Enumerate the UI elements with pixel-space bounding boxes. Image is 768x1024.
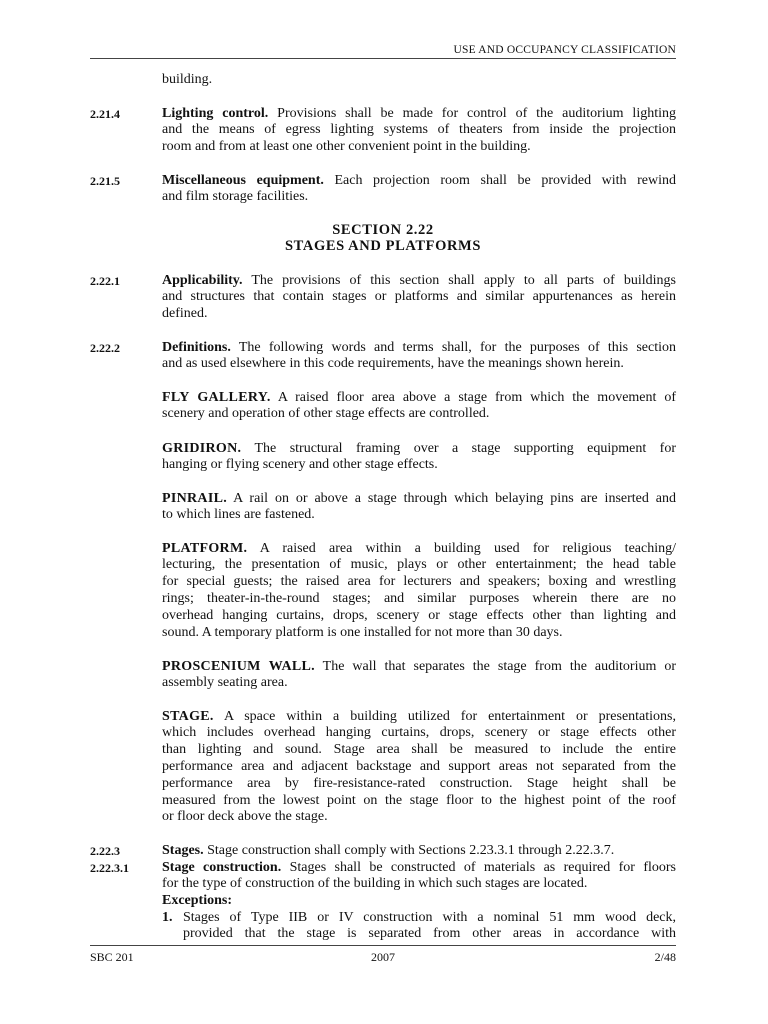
definition-text: A raised area within a building used for religious teaching/ <box>259 540 676 556</box>
clause-text-line: for the type of construction of the building in which such stages are located. <box>162 876 588 892</box>
definition-text: A space within a building utilized for entertainment or presentations, <box>223 708 676 724</box>
definition-text-line <box>162 709 676 726</box>
clause-text-line <box>162 173 676 190</box>
clause-2-22-3 <box>90 842 676 860</box>
definition-term: PINRAIL. <box>162 490 228 506</box>
footer-rule <box>90 945 676 946</box>
definition-term: STAGE. <box>162 708 214 724</box>
clause-text-line <box>162 106 676 123</box>
exceptions-block <box>162 893 676 910</box>
clause-2-21-4 <box>90 105 676 156</box>
clause-number: 2.22.1 <box>90 273 120 288</box>
definition-text: The structural framing over a stage supporting equipment for <box>254 440 676 456</box>
definition-text-line <box>162 390 676 407</box>
definition-term: PLATFORM. <box>162 540 248 556</box>
definition-term: PROSCENIUM WALL. <box>162 658 315 674</box>
exceptions-heading: Exceptions: <box>162 892 232 908</box>
definition-term: GRIDIRON. <box>162 440 242 456</box>
clause-text-line <box>162 340 676 357</box>
definition-text-line: or floor deck above the stage. <box>162 809 328 825</box>
clause-heading: Stages. <box>162 842 204 858</box>
clause-text: The following words and terms shall, for the purposes of this section <box>238 339 676 355</box>
definition-text-line: performance area by fire-resistance-rated construction. Stage height shall be <box>162 775 676 791</box>
page-footer <box>90 949 676 965</box>
definition-pinrail <box>162 491 676 525</box>
running-header-title: USE AND OCCUPANCY CLASSIFICATION <box>453 44 676 56</box>
clause-text: The provisions of this section shall apply to all parts of buildings <box>251 272 677 288</box>
definition-text-line: than lighting and sound. Stage area shall be measured to include the entire <box>162 742 676 758</box>
definition-text-line: lecturing, the presentation of music, plays or other entertainment; the head table <box>162 557 676 573</box>
definition-fly-gallery <box>162 390 676 424</box>
clause-2-21-5 <box>90 172 677 207</box>
definition-text-line: scenery and operation of other stage effects are controlled. <box>162 406 490 422</box>
exception-text-line: Stages of Type IIB or IV construction with a nominal 51 mm wood deck, <box>183 909 676 925</box>
footer-page-number: 2/48 <box>654 950 676 964</box>
clause-text-line <box>162 273 676 290</box>
clause-2-22-3-1 <box>90 859 676 894</box>
clause-number: 2.22.2 <box>90 340 120 355</box>
definition-text-line: sound. A temporary platform is one installed for not more than 30 days. <box>162 624 563 640</box>
definition-text-line: rings; theater-in-the-round stages; and similar purposes wherein there are no <box>162 590 676 606</box>
exception-item-1 <box>162 910 676 944</box>
footer-code: SBC 201 <box>90 950 134 964</box>
definition-text-line: to which lines are fastened. <box>162 507 315 523</box>
exception-body <box>183 910 676 944</box>
clause-text-line: and as used elsewhere in this code requirements, have the meanings shown herein. <box>162 356 624 372</box>
definition-stage <box>162 709 676 827</box>
definition-text-line: measured from the lowest point on the stage floor to the highest point of the roof <box>162 792 676 808</box>
definition-text-line: for special guests; the raised area for lecturers and speakers; boxing and wrestling <box>162 574 676 590</box>
header-rule <box>90 58 676 59</box>
definition-text-line <box>162 491 676 508</box>
clause-number: 2.21.5 <box>90 173 120 188</box>
clause-number: 2.21.4 <box>90 106 120 121</box>
clause-text-line: and film storage facilities. <box>162 189 309 205</box>
clause-heading: Definitions. <box>162 339 231 355</box>
clause-heading: Miscellaneous equipment. <box>162 172 324 188</box>
clause-text: Stages shall be constructed of materials as required for floors <box>289 859 676 875</box>
clause-text-line: and the means of egress lighting systems of theaters from inside the projection <box>162 122 676 138</box>
definition-platform <box>162 541 676 642</box>
clause-2-22-2 <box>90 339 676 374</box>
clause-2-22-1 <box>90 272 677 323</box>
clause-number: 2.22.3.1 <box>90 860 129 875</box>
clause-text-line: defined. <box>162 306 208 322</box>
clause-heading: Stage construction. <box>162 859 282 875</box>
definition-text-line: which includes overhead hanging curtains, drops, scenery or stage effects other <box>162 725 676 741</box>
definition-proscenium-wall <box>162 659 676 693</box>
definition-term: FLY GALLERY. <box>162 389 271 405</box>
exception-marker: 1. <box>162 909 173 925</box>
clause-text-line <box>162 860 676 877</box>
definition-text-line: hanging or flying scenery and other stage effects. <box>162 457 438 473</box>
clause-text: Provisions shall be made for control of the auditorium lighting <box>277 105 676 121</box>
section-title: STAGES AND PLATFORMS <box>285 238 481 255</box>
clause-text-line <box>162 843 676 860</box>
clause-number: 2.22.3 <box>90 843 120 858</box>
definition-text-line: assembly seating area. <box>162 675 288 691</box>
definition-text-line <box>162 441 676 458</box>
definition-text: The wall that separates the stage from the auditorium or <box>322 658 676 674</box>
definition-text-line: performance area and adjacent backstage and support areas not separated from the <box>162 758 676 774</box>
clause-text-line: and structures that contain stages or platforms and similar appurtenances as herein <box>162 289 676 305</box>
definition-text-line: overhead hanging curtains, drops, scenery or stage effects other than lighting and <box>162 607 676 623</box>
exception-text-line: provided that the stage is separated from other areas in accordance with <box>183 926 676 942</box>
definition-text: A rail on or above a stage through which belaying pins are inserted and <box>233 490 676 506</box>
definition-text-line <box>162 541 676 558</box>
clause-heading: Applicability. <box>162 272 243 288</box>
clause-text-line: room and from at least one other convenient point in the building. <box>162 139 531 155</box>
clause-text: Stage construction shall comply with Sections 2.23.3.1 through 2.22.3.7. <box>207 842 615 858</box>
definition-gridiron <box>162 441 676 475</box>
clause-heading: Lighting control. <box>162 105 269 121</box>
section-heading <box>90 222 676 256</box>
section-number: SECTION 2.22 <box>332 221 434 238</box>
definition-text: A raised floor area above a stage from which the movement of <box>277 389 676 405</box>
carryover-text: building. <box>162 71 213 87</box>
definition-text-line <box>162 659 676 676</box>
clause-text: Each projection room shall be provided with rewind <box>334 172 677 188</box>
carryover-paragraph <box>162 72 676 89</box>
footer-year: 2007 <box>371 950 395 964</box>
